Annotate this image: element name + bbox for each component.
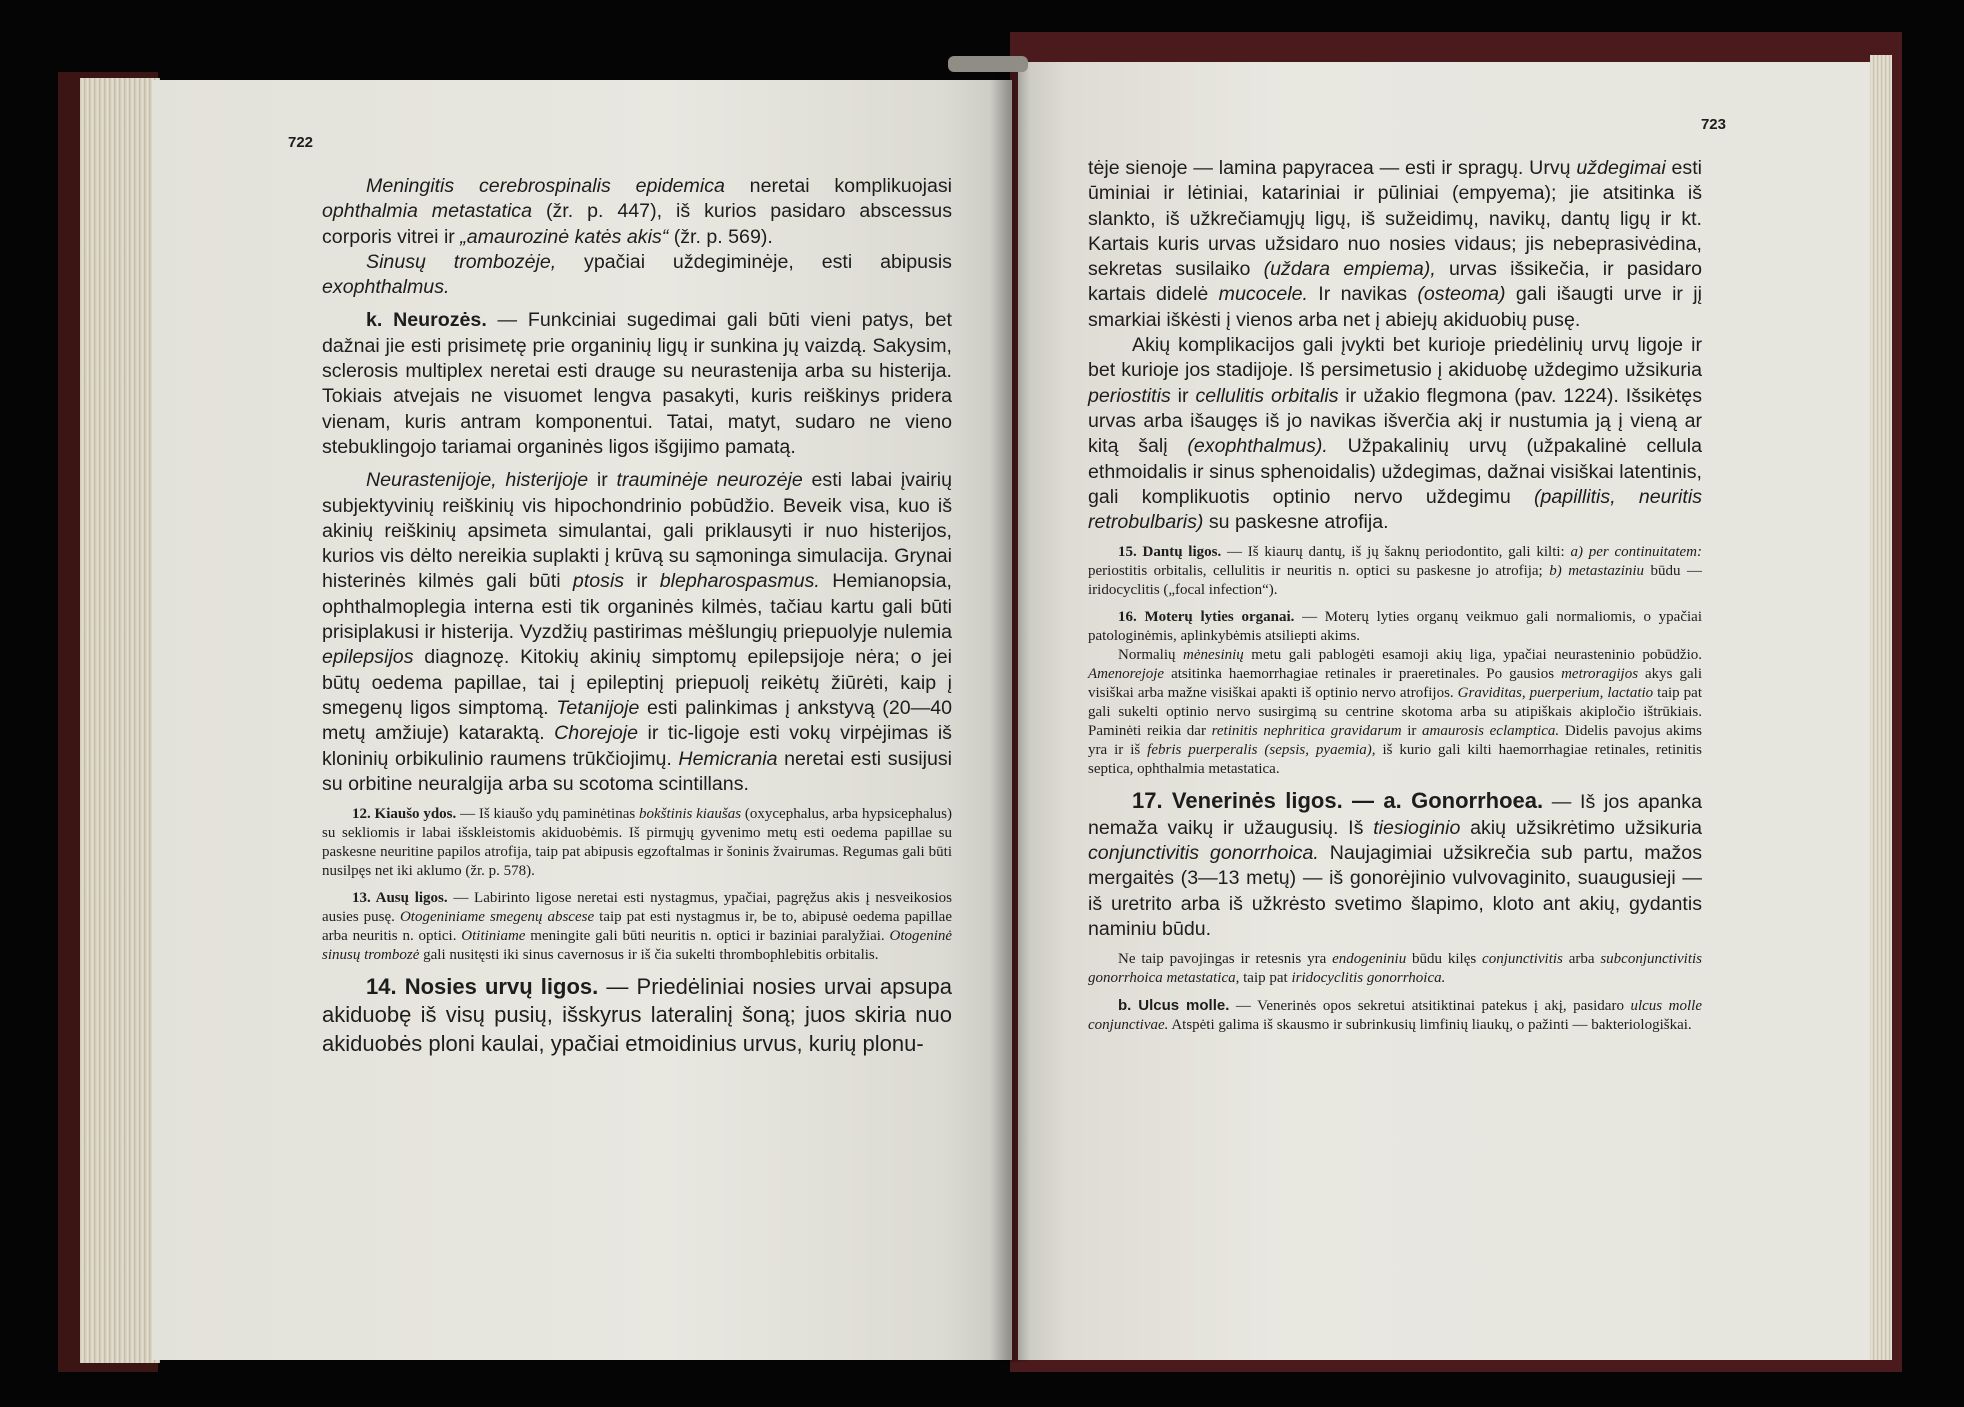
section-15: 15. Dantų ligos. — Iš kiaurų dantų, iš jų šaknų periodontito, gali kilti: a) per continuitatem: periostitis orbitalis, cellulitis ir neuritis n. optici su paskesne jo atrofija; b) metastaziniu būdu — iridocyclitis („focal infection“). [1088, 544, 1702, 599]
section-14: 14. Nosies urvų ligos. — Priedėliniai nosies urvai apsupa akiduobę iš visų pusių, išskyrus lateralinį šoną; juos skiria nuo akiduobės ploni kaulai, ypačiai etmoidinius urvus, kurių plonu- [322, 974, 953, 1056]
section-heading: 12. Kiaušo ydos. [352, 806, 457, 823]
paragraph: Normalių mėnesinių metu gali pablogėti esamoji akių liga, ypačiai neurasteninio pobūdžio. Amenorejoje atsitinka haemorrhagiae retinales ir praeretinales. Po gausios metroragijos akys gali visiškai arba mažne visiškai apakti iš optinio nervo atrofijos. Graviditas, puerperium, lactatio taip pat gali sukelti optinio nervo susirgimą su centrine skotoma arba su atipiškais akipločio ištrūkiais. Paminėti reikia dar retinitis nephritica gravidarum ir amaurosis eclamptica. Didelis pavojus akims yra ir iš febris puerperalis (sepsis, pyaemia), iš kurio gali kilti haemorrhagiae retinales, retinitis septica, ophthalmia metastatica. [1088, 647, 1702, 778]
section-13: 13. Ausų ligos. — Labirinto ligose neretai esti nystagmus, ypačiai, pagręžus akis į nesveikosios ausies pusę. Otogeniniame smegenų abscese taip pat esti nystagmus ir, be to, abipusė oedema papillae arba neuritis n. optici. Otitiniame meningite gali būti neuritis n. optici ir baziniai paralyžiai. Otogeninė sinusų trombozė gali nusitęsti iki sinus cavernosus ir iš čia sukelti thrombophlebitis orbitalis. [322, 890, 953, 964]
paragraph: Ne taip pavojingas ir retesnis yra endogeniniu būdu kilęs conjunctivitis arba subconjunctivitis gonorrhoica metastatica, taip pat iridocyclitis gonorrhoica. [1088, 951, 1702, 987]
section-heading: 15. Dantų ligos. [1118, 544, 1222, 561]
page-edges-left [80, 78, 160, 1363]
paragraph: Akių komplikacijos gali įvykti bet kurioje priedėlinių urvų ligoje ir bet kurioje jos stadijoje. Iš persimetusio į akiduobę uždegimo užsikuria periostitis ir cellulitis orbitalis ir užakio flegmona (pav. 1224). Išsikėtęs urvas arba išaugęs iš jo navikas išverčia akį ir nustumia ją į vieną ar kitą šalį (exophthalmus). Užpakalinių urvų (užpakalinė cellula ethmoidalis ir sinus sphenoidalis) uždegimas, dažnai visiškai latentinis, gali komplikuotis optinio nervo uždegimu (papillitis, neuritis retrobulbaris) su paskesne atrofija. [1088, 334, 1703, 534]
section-heading: 17. Venerinės ligos. — a. Gonorrhoea. [1132, 788, 1544, 814]
section-17: 17. Venerinės ligos. — a. Gonorrhoea. — Iš jos apanka nemaža vaikų ir užaugusių. Iš tiesioginio akių užsikrėtimo užsikuria conjunctivitis gonorrhoica. Naujagimiai užsikrečia sub partu, mažos mergaitės (3—13 metų) — iš gonorėjinio vulvovaginito, suaugusieji — iš uretrito arba iš užkrėsto svetimo šlapimo, kloto ant akių, gydantis naminiu būdu. [1088, 788, 1702, 940]
page-number: 722 [288, 134, 314, 151]
paragraph: Sinusų trombozėje, ypačiai uždegiminėje, esti abipusis exophthalmus. [322, 250, 952, 299]
section-heading: 13. Ausų ligos. [352, 890, 448, 907]
paragraph: Meningitis cerebrospinalis epidemica neretai komplikuojasi ophthalmia metastatica (žr. p. 447), iš kurios pasidaro abscessus corporis vitrei ir „amaurozinė katės akis“ (žr. p. 569). [322, 175, 952, 248]
book-spine-shadow [990, 62, 1030, 1362]
page-edges-right [1870, 55, 1892, 1360]
section-heading: 16. Moterų lyties organai. [1118, 609, 1295, 626]
paragraph: tėje sienoje — lamina papyracea — esti ir spragų. Urvų uždegimai esti ūminiai ir lėtiniai, katariniai ir pūliniai (empyema); jie atsitinka iš slankto, iš užkrečiamųjų ligų, iš sužeidimų, navikų, dantų ligų ir kt. Kartais kuris urvas užsidaro nuo nosies vidaus; jis nebeprasivėdina, sekretas susilaiko (uždara empiema), urvas išsikečia, ir pasidaro kartais didelė mucocele. Ir navikas (osteoma) gali išaugti urve ir jį smarkiai iškėsti į vienos arba net į abiejų akiduobių pusę. [1088, 157, 1702, 331]
left-page [152, 80, 1012, 1360]
page-number: 723 [1700, 116, 1726, 133]
section-heading: k. Neurozės. [366, 309, 487, 332]
right-page [1018, 62, 1870, 1360]
section-heading: 14. Nosies urvų ligos. [366, 974, 599, 1000]
section-12: 12. Kiaušo ydos. — Iš kiaušo ydų paminėtinas bokštinis kiaušas (oxycephalus, arba hypsicephalus) su sekliomis ir labai išskleistomis akiduobėmis. Iš pirmųjų gyvenimo metų esti oedema papillae su paskesne neuritine papilos atrofija, taip pat abipusis egzoftalmas ir šoninis žvairumas. Regumas gali būti nusilpęs net iki aklumo (žr. p. 578). [322, 806, 952, 880]
paragraph: Neurastenijoje, histerijoje ir trauminėje neurozėje esti labai įvairių subjektyvinių reiškinių vis hipochondrinio pobūdžio. Beveik visa, kuo iš akinių reiškinių apsimeta simulantai, gali priklausyti ir nuo histerijos, kurios vis dėlto nereikia suplakti į krūvą su sąmoninga simulacija. Grynai histerinės kilmės gali būti ptosis ir blepharospasmus. Hemianopsia, ophthalmoplegia interna esti tik organinės kilmės, tačiau kartu gali būti prisiplakusi ir histerija. Vyzdžių pastirimas mėšlungių priepuolyje nulemia epilepsijos diagnozę. Kitokių akinių simptomų epilepsijoje nėra; o jei būtų oedema papillae, tai į epileptinį priepuolį reikėtų žiūrėti, kaip į smegenų ligos simptomą. Tetanijoje esti palinkimas į ankstyvą (20—40 metų amžiuje) kataraktą. Chorejoje ir tic-ligoje esti vokų virpėjimas iš kloninių orbikulinio raumens trūkčiojimų. Hemicrania neretai esti susijusi su orbitine neuralgija arba su scotoma scintillans. [322, 469, 953, 795]
section-17b: b. Ulcus molle. — Venerinės opos sekretui atsitiktinai patekus į akį, pasidaro ulcus molle conjunctivae. Atspėti galima iš skausmo ir subrinkusių limfinių liaukų, o pažinti — bakteriologiškai. [1088, 997, 1702, 1034]
spine-headband [948, 56, 1028, 72]
section-heading: b. Ulcus molle. [1118, 997, 1230, 1015]
section-16: 16. Moterų lyties organai. — Moterų lyties organų veikmuo gali normaliomis, o ypačiai patologinėmis, aplinkybėmis atsiliepti akims. [1088, 609, 1702, 645]
section-neurozes: k. Neurozės. — Funkciniai sugedimai gali būti vieni patys, bet dažnai jie esti prisimetę prie organinių ligų ir sunkina jų vaizdą. Sakysim, sclerosis multiplex neretai esti drauge su neurastenija arba su histerija. Tokiais atvejais ne visuomet lengva pasakyti, kuris reiškinys pridera vienam, kuris antram komponentui. Tatai, matyt, sudaro ne vieno stebuklingojo tariamai organinės ligos išgijimo pamatą. [322, 309, 952, 458]
